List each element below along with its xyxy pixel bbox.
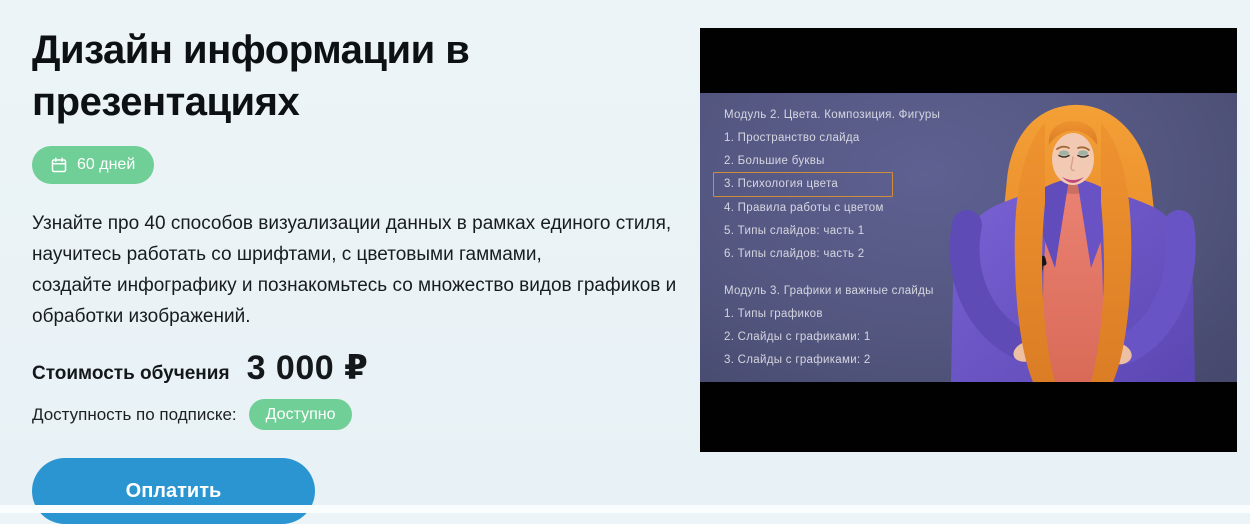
- module-header: Модуль 3. Графики и важные слайды: [724, 285, 934, 297]
- lesson-item: 1. Типы графиков: [724, 308, 823, 320]
- course-description: [32, 208, 677, 332]
- subscription-row: [32, 399, 652, 430]
- presenter-illustration: [927, 93, 1237, 382]
- price-row: [32, 348, 652, 388]
- lesson-item: 6. Типы слайдов: часть 2: [724, 248, 865, 260]
- lesson-item: 3. Слайды с графиками: 2: [724, 354, 871, 366]
- lesson-item-highlighted: 3. Психология цвета: [713, 172, 893, 197]
- lesson-item: 2. Слайды с графиками: 1: [724, 331, 871, 343]
- lesson-item: 4. Правила работы с цветом: [724, 202, 884, 214]
- list-spacer: [724, 271, 940, 274]
- price-label: Стоимость обучения: [32, 363, 230, 384]
- price-value: 3 000 ₽: [246, 349, 369, 387]
- video-slide: [700, 93, 1237, 382]
- lesson-item: 2. Большие буквы: [724, 155, 825, 167]
- description-line: создайте инфографику и познакомьтесь со множество видов графиков и: [32, 275, 677, 296]
- duration-badge: [32, 146, 154, 184]
- subscription-label: Доступность по подписке:: [32, 404, 237, 424]
- module-lesson-list: [724, 109, 940, 377]
- description-line: Узнайте про 40 способов визуализации данных в рамках единого стиля,: [32, 213, 672, 234]
- course-info-panel: [32, 24, 677, 524]
- description-line: научитесь работать со шрифтами, с цветовыми гаммами,: [32, 244, 542, 265]
- description-line: обработки изображений.: [32, 306, 251, 327]
- duration-badge-label: 60 дней: [77, 156, 136, 173]
- course-video-player[interactable]: [700, 28, 1237, 452]
- next-section-edge: [0, 505, 1250, 513]
- subscription-status-badge: Доступно: [249, 399, 353, 430]
- module-header: Модуль 2. Цвета. Композиция. Фигуры: [724, 109, 941, 121]
- pay-button[interactable]: Оплатить: [32, 458, 315, 524]
- lesson-item: 1. Пространство слайда: [724, 132, 860, 144]
- page-title: Дизайн информации в презентациях: [32, 28, 470, 124]
- calendar-icon: [51, 157, 67, 173]
- lesson-item: 5. Типы слайдов: часть 1: [724, 225, 865, 237]
